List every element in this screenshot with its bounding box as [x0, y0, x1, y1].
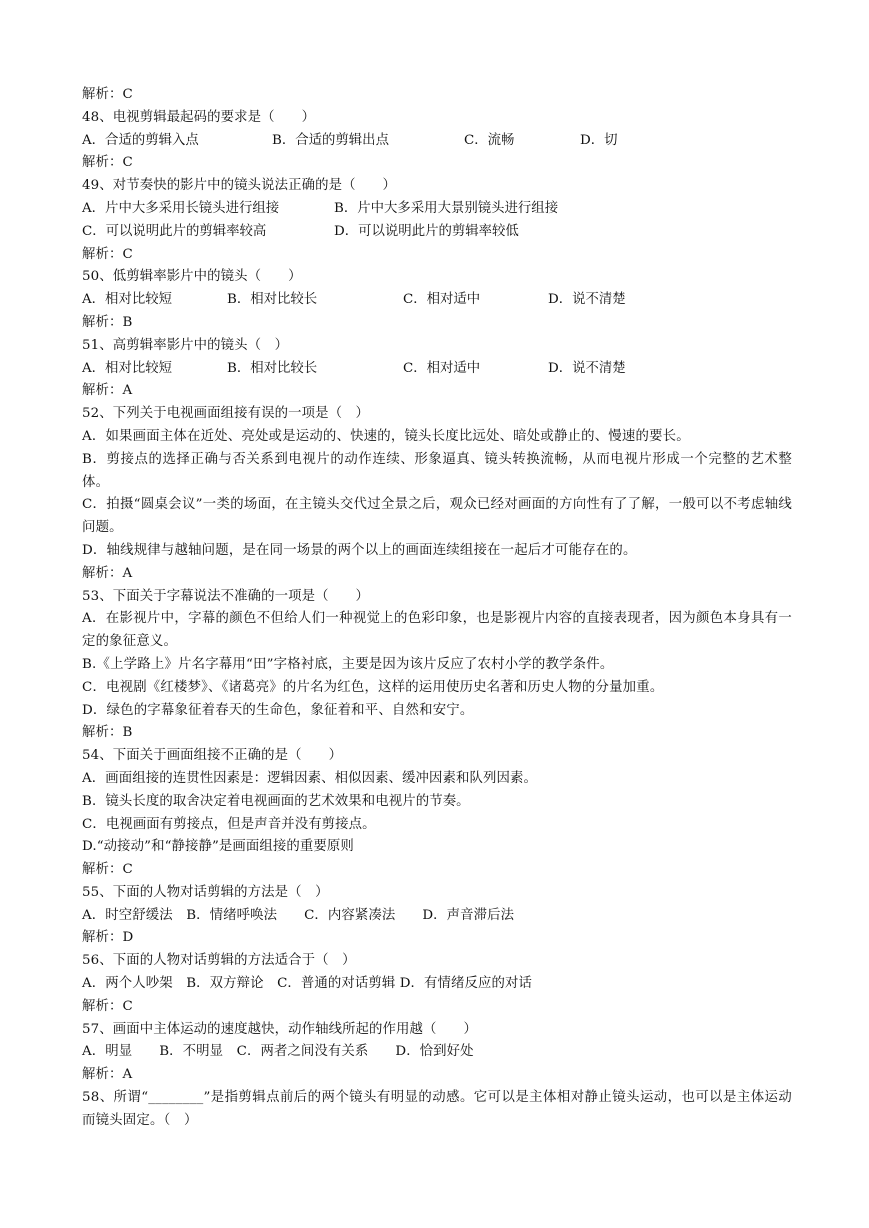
option-c: C．流畅	[464, 132, 515, 148]
question-52: 52、下列关于电视画面组接有误的一项是（ ）	[82, 406, 370, 422]
option-52-d: D．轴线规律与越轴问题，是在同一场景的两个以上的画面连续组接在一起后才可能存在的。	[82, 542, 637, 558]
option-a: A．合适的剪辑入点	[82, 132, 199, 148]
question-57: 57、画面中主体运动的速度越快，动作轴线所起的作用越（ ）	[82, 1021, 477, 1037]
option-b: B．相对比较长	[227, 292, 318, 308]
option-d: D．说不清楚	[548, 360, 626, 376]
option-53-c: C．电视剧《红楼梦》、《诸葛亮》的片名为红色，这样的运用使历史名著和历史人物的分量加重。	[82, 679, 664, 695]
answer-53: 解析：B	[82, 725, 133, 741]
answer-55: 解析：D	[82, 930, 134, 946]
answer-51: 解析：A	[82, 383, 133, 399]
options-50	[82, 289, 792, 312]
option-52-a: A．如果画面主体在近处、亮处或是运动的、快速的，镜头长度比远处、暗处或静止的、慢速的要长。	[82, 428, 690, 444]
option-c: C．相对适中	[403, 292, 481, 308]
question-48: 48、电视剪辑最起码的要求是（ ）	[82, 109, 316, 125]
options-48	[82, 130, 792, 153]
options-49-ab	[82, 198, 792, 221]
option-d: D．说不清楚	[548, 292, 626, 308]
document-page	[82, 84, 792, 1133]
option-b: B．相对比较长	[227, 360, 318, 376]
question-54: 54、下面关于画面组接不正确的是（ ）	[82, 748, 343, 764]
answer-50: 解析：B	[82, 314, 133, 330]
question-50: 50、低剪辑率影片中的镜头（ ）	[82, 269, 302, 285]
answer-47: 解析：C	[82, 87, 133, 102]
options-51	[82, 358, 792, 381]
options-56: A．两个人吵架 B．双方辩论 C．普通的对话剪辑 D．有情绪反应的对话	[82, 976, 532, 992]
option-52-c: C．拍摄“圆桌会议”一类的场面，在主镜头交代过全景之后，观众已经对画面的方向性有了了解，一般可以不考虑轴线问题。	[82, 497, 792, 536]
question-56: 56、下面的人物对话剪辑的方法适合于（ ）	[82, 953, 356, 969]
option-52-b: B．剪接点的选择正确与否关系到电视片的动作连续、形象逼真、镜头转换流畅，从而电视片形成一个完整的艺术整体。	[82, 451, 792, 490]
question-55: 55、下面的人物对话剪辑的方法是（ ）	[82, 884, 329, 900]
option-a: A．片中大多采用长镜头进行组接	[82, 200, 280, 216]
options-57: A．明显 B．不明显 C．两者之间没有关系 D．恰到好处	[82, 1044, 474, 1060]
answer-54: 解析：C	[82, 862, 133, 878]
option-53-b: B.《上学路上》片名字幕用“田”字格衬底，主要是因为该片反应了农村小学的教学条件。	[82, 656, 614, 672]
option-a: A．相对比较短	[82, 292, 173, 308]
options-49-cd	[82, 221, 792, 244]
answer-48: 解析：C	[82, 155, 133, 171]
option-c: C．相对适中	[403, 360, 481, 376]
question-53: 53、下面关于字幕说法不准确的一项是（ ）	[82, 588, 370, 604]
question-51: 51、高剪辑率影片中的镜头（ ）	[82, 337, 289, 353]
option-53-a: A．在影视片中，字幕的颜色不但给人们一种视觉上的色彩印象，也是影视片内容的直接表现者，因为颜色本身具有一定的象征意义。	[82, 611, 792, 650]
option-54-d: D.“动接动”和“静接静”是画面组接的重要原则	[82, 839, 354, 855]
question-49: 49、对节奏快的影片中的镜头说法正确的是（ ）	[82, 178, 397, 194]
option-c: C．可以说明此片的剪辑率较高	[82, 223, 267, 239]
option-53-d: D．绿色的字幕象征着春天的生命色，象征着和平、自然和安宁。	[82, 702, 474, 718]
option-a: A．相对比较短	[82, 360, 173, 376]
option-54-a: A．画面组接的连贯性因素是：逻辑因素、相似因素、缓冲因素和队列因素。	[82, 770, 537, 786]
answer-52: 解析：A	[82, 565, 133, 581]
answer-56: 解析：C	[82, 998, 133, 1014]
answer-49: 解析：C	[82, 246, 133, 262]
option-b: B．片中大多采用大景别镜头进行组接	[334, 200, 559, 216]
answer-57: 解析：A	[82, 1067, 133, 1083]
options-55: A．时空舒缓法 B．情绪呼唤法 C．内容紧凑法 D．声音滞后法	[82, 907, 515, 923]
option-54-b: B．镜头长度的取舍决定着电视画面的艺术效果和电视片的节奏。	[82, 793, 470, 809]
option-d: D．可以说明此片的剪辑率较低	[334, 223, 519, 239]
option-d: D．切	[580, 132, 618, 148]
question-58: 58、所谓“________”是指剪辑点前后的两个镜头有明显的动感。它可以是主体相对静止镜头运动，也可以是主体运动而镜头固定。（ ）	[82, 1090, 792, 1128]
option-b: B．合适的剪辑出点	[272, 132, 389, 148]
option-54-c: C．电视画面有剪接点，但是声音并没有剪接点。	[82, 816, 376, 832]
